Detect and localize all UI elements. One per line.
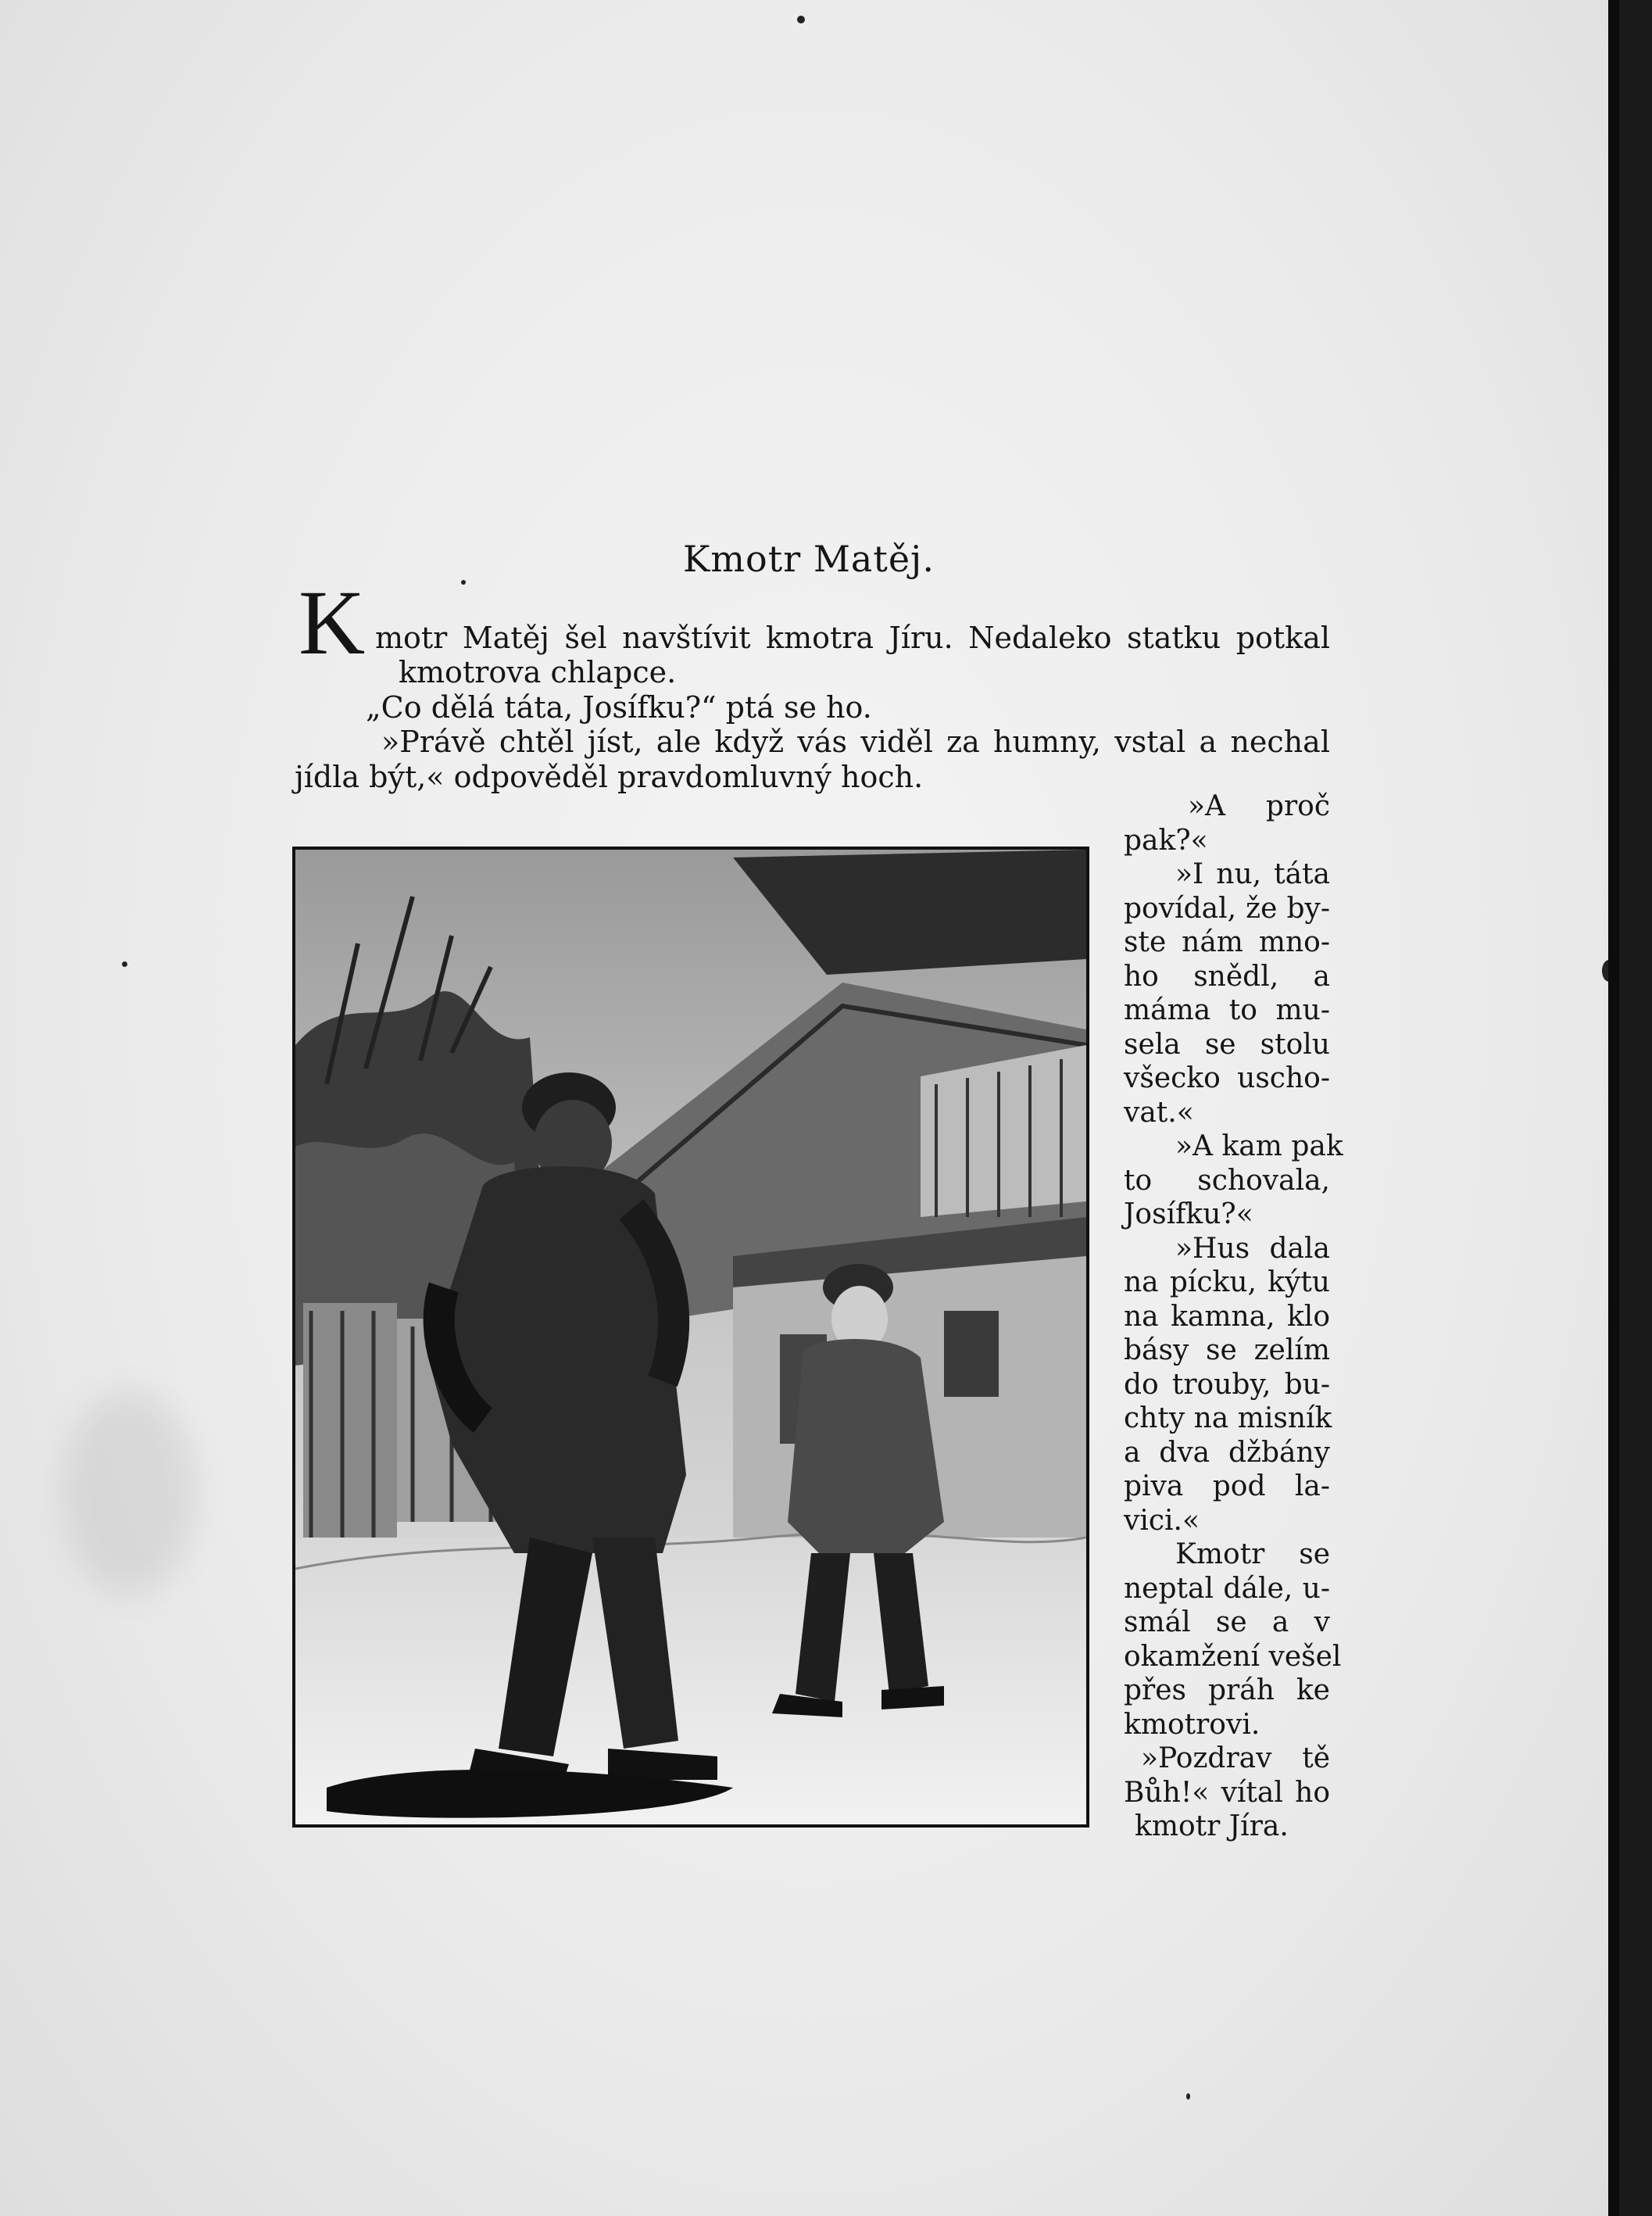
column-line: na kamna, klo <box>1124 1300 1330 1333</box>
column-line: neptal dále, u- <box>1124 1572 1330 1605</box>
column-line: sela se stolu <box>1124 1028 1330 1061</box>
intro-line-5: jídla být,« odpověděl pravdomluvný hoch. <box>295 760 924 794</box>
column-line: básy se zelím <box>1124 1334 1330 1366</box>
column-line: okamžení vešel <box>1124 1640 1342 1673</box>
column-line: »A proč <box>1188 790 1330 822</box>
column-line: ho snědl, a <box>1124 960 1330 993</box>
column-line: chty na misník <box>1124 1402 1332 1434</box>
intro-line-1: motr Matěj šel navštívit kmotra Jíru. Nedaleko statku potkal <box>375 621 1330 655</box>
right-text-column <box>1124 789 1343 1844</box>
column-line: kmotrovi. <box>1124 1708 1260 1741</box>
drop-cap: K <box>299 571 366 674</box>
ink-speck <box>461 580 466 585</box>
column-line: přes práh ke <box>1124 1674 1330 1706</box>
page-stain <box>63 1391 195 1595</box>
column-line: všecko uscho- <box>1124 1062 1330 1094</box>
column-line: kmotr Jíra. <box>1135 1810 1289 1842</box>
column-line: Kmotr se <box>1175 1538 1330 1570</box>
column-line: Bůh!« vítal ho <box>1124 1776 1330 1809</box>
column-line: pak?« <box>1124 824 1208 857</box>
column-line: »I nu, táta <box>1175 858 1330 890</box>
intro-line-2: kmotrova chlapce. <box>399 655 677 689</box>
column-line: a dva džbány <box>1124 1436 1330 1469</box>
column-line: smál se a v <box>1124 1606 1330 1638</box>
ink-speck <box>1186 2093 1190 2100</box>
column-line: »A kam pak <box>1175 1130 1343 1162</box>
column-line: na pícku, kýtu <box>1124 1266 1330 1298</box>
engraving-two-figures-village-icon <box>295 850 1086 1824</box>
intro-line-3: „Co dělá táta, Josífku?“ ptá se ho. <box>366 690 872 725</box>
column-line: »Hus dala <box>1175 1232 1330 1265</box>
column-line: vat.« <box>1124 1096 1194 1129</box>
intro-line-4: »Právě chtěl jíst, ale když vás viděl za humny, vstal a nechal <box>381 725 1330 759</box>
ink-speck <box>797 16 805 23</box>
column-line: ste nám mno- <box>1124 926 1330 958</box>
column-line: máma to mu- <box>1124 994 1330 1026</box>
page-title: Kmotr Matěj. <box>683 538 935 580</box>
column-line: vici.« <box>1124 1504 1200 1537</box>
column-line: Josífku?« <box>1124 1198 1253 1230</box>
column-line: piva pod la- <box>1124 1470 1330 1502</box>
column-line: »Pozdrav tě <box>1141 1742 1330 1774</box>
column-line: do trouby, bu- <box>1124 1368 1330 1401</box>
column-line: to schovala, <box>1124 1164 1330 1197</box>
column-line: povídal, že by- <box>1124 892 1330 925</box>
illustration-engraving <box>292 847 1089 1828</box>
ink-speck <box>122 961 127 967</box>
page-edge-shadow <box>1608 0 1619 2216</box>
